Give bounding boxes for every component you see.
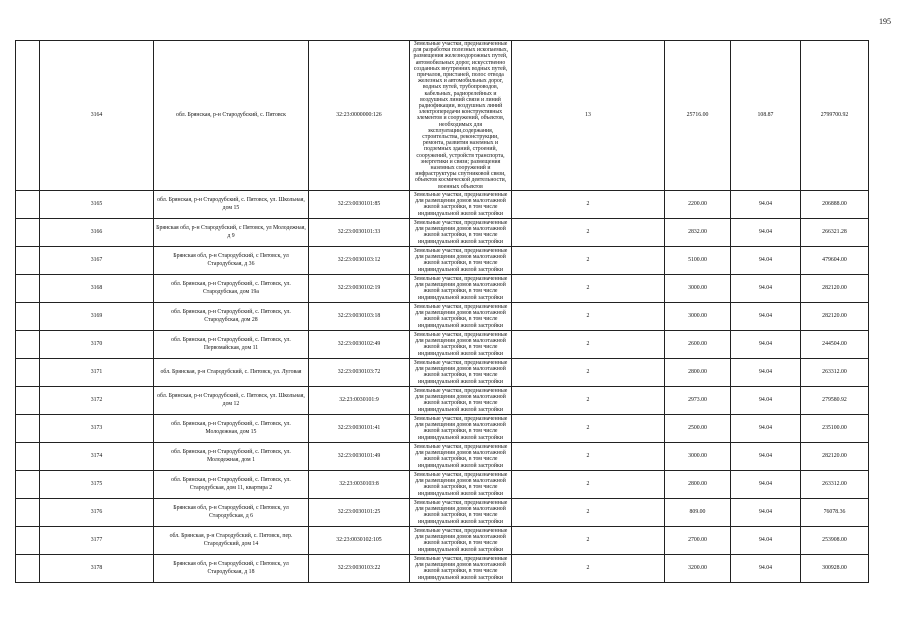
cell-value: 76078.36: [801, 498, 869, 526]
cell-cadastral: 32:23:0030101:33: [309, 218, 410, 246]
cell-rate: 94.04: [731, 470, 801, 498]
table-row: [16, 41, 869, 191]
cell-purpose: Земельные участки, предназначенные для размещения домов малоэтажной жилой застройки, в том числе индивидуальной жилой застройки: [410, 330, 512, 358]
cell-blank: [16, 190, 40, 218]
cell-rate: 94.04: [731, 218, 801, 246]
cell-code: 2: [512, 358, 665, 386]
cell-address: обл. Брянская, р-н Стародубский, с. Пятовск, ул. Школьная, дом 15: [154, 190, 309, 218]
cell-area: 809.00: [665, 498, 731, 526]
cell-code: 2: [512, 386, 665, 414]
cell-value: 279580.92: [801, 386, 869, 414]
cell-address: Брянская обл, р-н Стародубский, с Пятовск, ул Стародубская, д 36: [154, 246, 309, 274]
cell-cadastral: 32:23:0030101:41: [309, 414, 410, 442]
cell-num: 3171: [40, 358, 154, 386]
cell-num: 3178: [40, 554, 154, 582]
cell-value: 300928.00: [801, 554, 869, 582]
cell-purpose: Земельные участки, предназначенные для размещения домов малоэтажной жилой застройки, в том числе индивидуальной жилой застройки: [410, 246, 512, 274]
table-body: [16, 41, 869, 583]
cell-num: 3177: [40, 526, 154, 554]
table-row: [16, 246, 869, 274]
cell-cadastral: 32:23:0030103:12: [309, 246, 410, 274]
cell-address: Брянская обл, р-н Стародубский, с Пятовск, ул Стародубская, д 18: [154, 554, 309, 582]
cell-code: 2: [512, 526, 665, 554]
cell-address: обл. Брянская, р-н Стародубский, с. Пятовск, ул. Первомайская, дом 11: [154, 330, 309, 358]
cell-purpose: Земельные участки, предназначенные для размещения домов малоэтажной жилой застройки, в том числе индивидуальной жилой застройки: [410, 414, 512, 442]
cell-area: 2800.00: [665, 358, 731, 386]
cell-area: 2500.00: [665, 414, 731, 442]
cell-code: 2: [512, 246, 665, 274]
cell-cadastral: 32:23:0030101:25: [309, 498, 410, 526]
cell-cadastral: 32:23:0030103:22: [309, 554, 410, 582]
cell-cadastral: 32:23:0030103:18: [309, 302, 410, 330]
cell-rate: 94.04: [731, 386, 801, 414]
cell-purpose: Земельные участки, предназначенные для размещения домов малоэтажной жилой застройки, в том числе индивидуальной жилой застройки: [410, 358, 512, 386]
cell-blank: [16, 554, 40, 582]
cell-purpose: Земельные участки, предназначенные для размещения домов малоэтажной жилой застройки, в том числе индивидуальной жилой застройки: [410, 554, 512, 582]
table-row: [16, 414, 869, 442]
cell-purpose: Земельные участки, предназначенные для размещения домов малоэтажной жилой застройки, в том числе индивидуальной жилой застройки: [410, 274, 512, 302]
cell-area: 3000.00: [665, 274, 731, 302]
cell-code: 2: [512, 218, 665, 246]
cell-cadastral: 32:23:0030102:105: [309, 526, 410, 554]
cell-blank: [16, 302, 40, 330]
cell-area: 2800.00: [665, 470, 731, 498]
table-row: [16, 386, 869, 414]
cell-purpose: Земельные участки, предназначенные для размещения домов малоэтажной жилой застройки, в том числе индивидуальной жилой застройки: [410, 386, 512, 414]
cell-area: 2700.00: [665, 526, 731, 554]
cell-purpose: Земельные участки, предназначенные для размещения домов малоэтажной жилой застройки, в том числе индивидуальной жилой застройки: [410, 526, 512, 554]
cell-blank: [16, 498, 40, 526]
cell-value: 263312.00: [801, 470, 869, 498]
cell-address: обл. Брянская, р-н Стародубский, с. Пятовск: [154, 41, 309, 191]
cell-blank: [16, 274, 40, 302]
cell-cadastral: 32:23:0030103:8: [309, 470, 410, 498]
cell-cadastral: 32:23:0030102:19: [309, 274, 410, 302]
cell-address: обл. Брянская, р-н Стародубский, с. Пятовск, ул. Школьная, дом 12: [154, 386, 309, 414]
cell-blank: [16, 442, 40, 470]
cell-code: 2: [512, 190, 665, 218]
cell-num: 3170: [40, 330, 154, 358]
cell-value: 206888.00: [801, 190, 869, 218]
cell-value: 263312.00: [801, 358, 869, 386]
cell-value: 244504.00: [801, 330, 869, 358]
cell-blank: [16, 386, 40, 414]
cell-value: 2799700.92: [801, 41, 869, 191]
cell-num: 3173: [40, 414, 154, 442]
cell-purpose: Земельные участки, предназначенные для размещения домов малоэтажной жилой застройки, в том числе индивидуальной жилой застройки: [410, 218, 512, 246]
cell-rate: 94.04: [731, 246, 801, 274]
table-row: [16, 218, 869, 246]
cell-address: обл. Брянская, р-н Стародубский, с. Пятовск, ул. Молодежная, дом 15: [154, 414, 309, 442]
cell-num: 3167: [40, 246, 154, 274]
cell-num: 3169: [40, 302, 154, 330]
cell-address: обл. Брянская, р-н Стародубский, с. Пятовск, ул. Стародубская, дом 19а: [154, 274, 309, 302]
cell-cadastral: 32:23:0030103:72: [309, 358, 410, 386]
cell-value: 235100.00: [801, 414, 869, 442]
cell-code: 2: [512, 330, 665, 358]
cell-rate: 94.04: [731, 274, 801, 302]
cell-value: 282120.00: [801, 274, 869, 302]
cell-purpose: Земельные участки, предназначенные для размещения домов малоэтажной жилой застройки, в том числе индивидуальной жилой застройки: [410, 302, 512, 330]
cell-blank: [16, 414, 40, 442]
cell-cadastral: 32:23:0030102:49: [309, 330, 410, 358]
cell-num: 3175: [40, 470, 154, 498]
cell-value: 282120.00: [801, 302, 869, 330]
land-register-table: [15, 40, 869, 583]
cell-cadastral: 32:23:0030101:9: [309, 386, 410, 414]
cell-rate: 94.04: [731, 190, 801, 218]
cell-num: 3172: [40, 386, 154, 414]
cell-rate: 94.04: [731, 414, 801, 442]
table-row: [16, 274, 869, 302]
cell-address: обл. Брянская, р-н Стародубский, с. Пятовск, ул. Стародубская, дом 11, квартира 2: [154, 470, 309, 498]
cell-cadastral: 32:23:0030101:85: [309, 190, 410, 218]
cell-purpose: Земельные участки, предназначенные для размещения домов малоэтажной жилой застройки, в том числе индивидуальной жилой застройки: [410, 470, 512, 498]
cell-num: 3164: [40, 41, 154, 191]
cell-rate: 94.04: [731, 554, 801, 582]
cell-blank: [16, 218, 40, 246]
cell-code: 2: [512, 414, 665, 442]
cell-area: 25716.00: [665, 41, 731, 191]
cell-value: 266321.28: [801, 218, 869, 246]
cell-rate: 94.04: [731, 302, 801, 330]
cell-address: обл. Брянская, р-н Стародубский, с. Пятовск, ул. Молодежная, дом 1: [154, 442, 309, 470]
cell-cadastral: 32:23:0000000:126: [309, 41, 410, 191]
cell-num: 3165: [40, 190, 154, 218]
cell-area: 2600.00: [665, 330, 731, 358]
cell-code: 13: [512, 41, 665, 191]
cell-area: 3200.00: [665, 554, 731, 582]
cell-code: 2: [512, 274, 665, 302]
cell-address: Брянская обл, р-н Стародубский, с Пятовск, ул Молодежная, д 9: [154, 218, 309, 246]
cell-blank: [16, 246, 40, 274]
cell-code: 2: [512, 498, 665, 526]
cell-value: 253908.00: [801, 526, 869, 554]
cell-area: 3000.00: [665, 302, 731, 330]
table-row: [16, 554, 869, 582]
table-row: [16, 330, 869, 358]
cell-purpose: Земельные участки, предназначенные для размещения домов малоэтажной жилой застройки, в том числе индивидуальной жилой застройки: [410, 190, 512, 218]
table-row: [16, 302, 869, 330]
table-row: [16, 442, 869, 470]
cell-blank: [16, 41, 40, 191]
cell-value: 479604.00: [801, 246, 869, 274]
cell-num: 3174: [40, 442, 154, 470]
page-number: 195: [879, 17, 891, 26]
cell-code: 2: [512, 470, 665, 498]
cell-value: 282120.00: [801, 442, 869, 470]
table-row: [16, 526, 869, 554]
cell-code: 2: [512, 302, 665, 330]
table-row: [16, 190, 869, 218]
cell-address: Брянская обл, р-н Стародубский, с Пятовск, ул Стародубская, д 6: [154, 498, 309, 526]
cell-address: обл. Брянская, р-н Стародубский, с. Пятовск, ул. Стародубская, дом 28: [154, 302, 309, 330]
cell-area: 2832.00: [665, 218, 731, 246]
cell-num: 3176: [40, 498, 154, 526]
cell-num: 3166: [40, 218, 154, 246]
cell-code: 2: [512, 554, 665, 582]
cell-address: обл. Брянская, р-н Стародубский, с. Пятовск, пер. Стародубский, дом 14: [154, 526, 309, 554]
cell-purpose: Земельные участки, предназначенные для размещения домов малоэтажной жилой застройки, в том числе индивидуальной жилой застройки: [410, 498, 512, 526]
cell-num: 3168: [40, 274, 154, 302]
cell-rate: 108.87: [731, 41, 801, 191]
cell-purpose: Земельные участки, предназначенные для разработки полезных ископаемых, размещения железнодорожных путей, автомобильных дорог, искусственно созданных внутренних водных путей, причалов, пристаней, полос отвода железных и автомобильных дорог, водных путей, трубопроводов, кабельных, радиорелейных и воздушных линий связи и линий радиофикации, воздушных линий электропередачи конструктивных элементов и сооружений, объектов, необходимых для эксплуатации,содержания, строительства, реконструкции, ремонта, развития наземных и подземных зданий, строений, сооружений, устройств транспорта, энергетики и связи; размещения наземных сооружений и инфраструктуры спутниковой связи, объектов космической деятельности, военных объектов: [410, 41, 512, 191]
cell-blank: [16, 526, 40, 554]
cell-code: 2: [512, 442, 665, 470]
cell-address: обл. Брянская, р-н Стародубский, с. Пятовск, ул. Луговая: [154, 358, 309, 386]
cell-blank: [16, 358, 40, 386]
cell-cadastral: 32:23:0030101:49: [309, 442, 410, 470]
table-row: [16, 358, 869, 386]
cell-area: 2973.00: [665, 386, 731, 414]
cell-rate: 94.04: [731, 330, 801, 358]
cell-blank: [16, 330, 40, 358]
cell-area: 3000.00: [665, 442, 731, 470]
cell-rate: 94.04: [731, 442, 801, 470]
cell-rate: 94.04: [731, 498, 801, 526]
cell-purpose: Земельные участки, предназначенные для размещения домов малоэтажной жилой застройки, в том числе индивидуальной жилой застройки: [410, 442, 512, 470]
cell-area: 2200.00: [665, 190, 731, 218]
cell-rate: 94.04: [731, 526, 801, 554]
cell-area: 5100.00: [665, 246, 731, 274]
cell-blank: [16, 470, 40, 498]
table-row: [16, 470, 869, 498]
cell-rate: 94.04: [731, 358, 801, 386]
table-row: [16, 498, 869, 526]
